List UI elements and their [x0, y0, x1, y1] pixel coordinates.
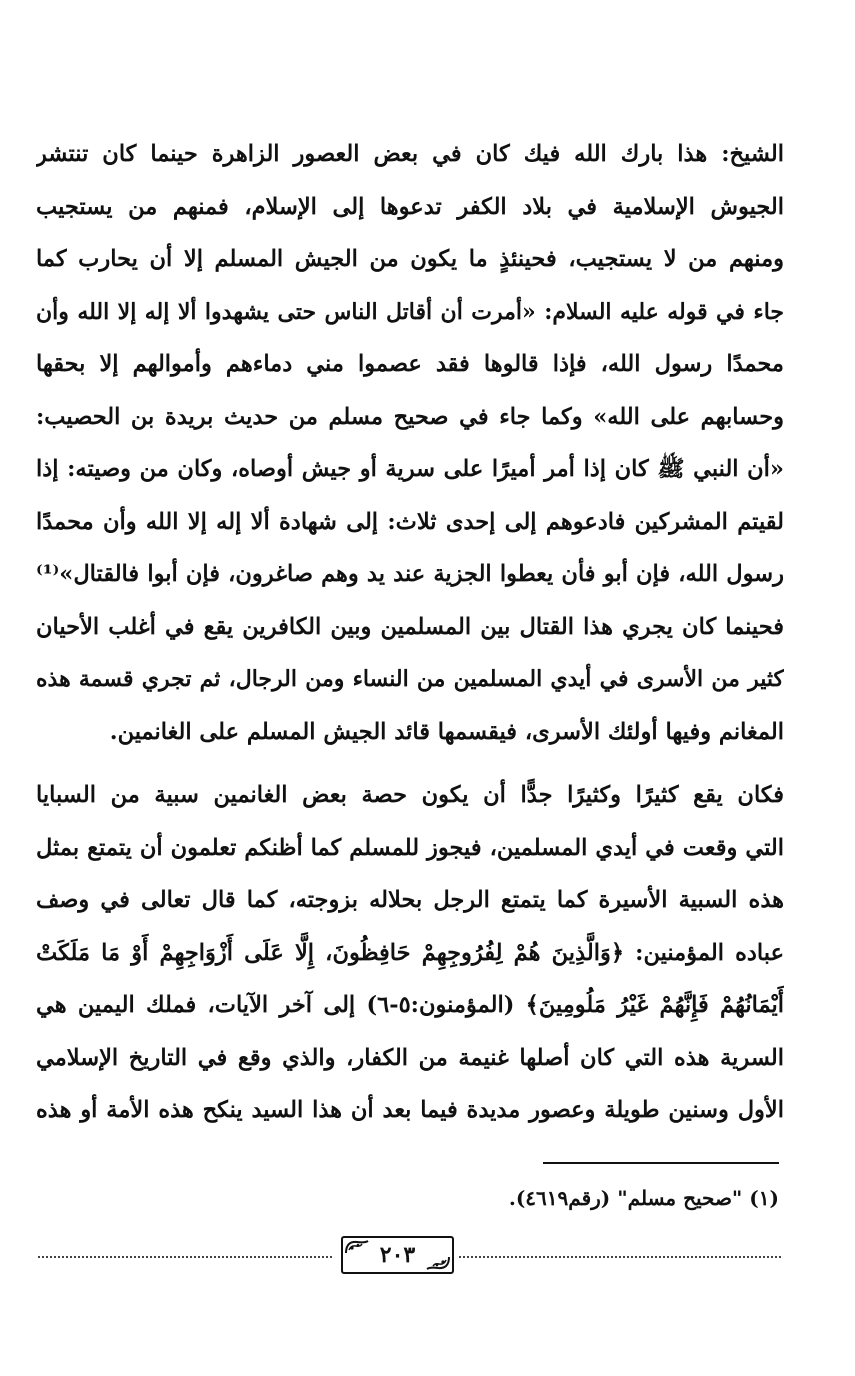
text-line: أَيْمَانُهُمْ فَإِنَّهُمْ غَيْرُ مَلُومِينَ﴾ (المؤمنون:٥-٦) إلى آخر الآيات، فملك اليمين هي [36, 992, 784, 1018]
text-line: الشيخ: هذا بارك الله فيك كان في بعض العصور الزاهرة حينما كان تنتشر [36, 141, 784, 167]
paragraph-2 [36, 769, 784, 1137]
text-line: الأول وسنين طويلة وعصور مديدة فيما بعد أن هذا السيد ينكح هذه الأمة أو هذه [36, 1097, 784, 1123]
text-line: الجيوش الإسلامية في بلاد الكفر تدعوها إلى الإسلام، فمنهم من يستجيب [36, 193, 784, 220]
main-text [36, 128, 784, 1137]
page-number: ٢٠٣ [379, 1242, 416, 1268]
text-line: رسول الله، فإن أبو فأن يعطوا الجزية عند يد وهم صاغرون، فإن أبوا فالقتال»⁽¹⁾ [36, 561, 784, 587]
text-line: «أن النبي ﷺ كان إذا أمر أميرًا على سرية أو جيش أوصاه، وكان من وصيته: إذا [36, 456, 784, 482]
ornament-icon [426, 1256, 450, 1270]
text-line: جاء في قوله عليه السلام: «أمرت أن أقاتل الناس حتى يشهدوا ألا إله إلا الله وأن [36, 298, 784, 325]
text-line: وحسابهم على الله» وكما جاء في صحيح مسلم من حديث بريدة بن الحصيب: [36, 403, 784, 430]
footnote-divider [543, 1162, 779, 1164]
text-line: عباده المؤمنين: ﴿وَالَّذِينَ هُمْ لِفُرُوجِهِمْ حَافِظُونَ، إِلَّا عَلَى أَزْوَاجِهِمْ أَوْ مَا مَلَكَتْ [36, 939, 784, 966]
footer-dotted-rule-left [38, 1256, 332, 1258]
page-number-frame [341, 1236, 454, 1274]
text-line: فكان يقع كثيرًا وكثيرًا جدًّا أن يكون حصة بعض الغانمين سبية من السبايا [36, 782, 784, 808]
text-line: محمدًا رسول الله، فإذا قالوها فقد عصموا مني دماءهم وأموالهم إلا بحقها [36, 351, 784, 377]
footer-dotted-rule-right [459, 1256, 781, 1258]
text-line: كثير من الأسرى في أيدي المسلمين من النساء ومن الرجال، ثم تجري قسمة هذه [36, 666, 784, 692]
paragraph-gap [36, 758, 784, 769]
text-line: ومنهم من لا يستجيب، فحينئذٍ ما يكون من الجيش المسلم إلا أن يحارب كما [36, 246, 784, 272]
text-line: التي وقعت في أيدي المسلمين، فيجوز للمسلم كما أظنكم تعلمون أن يتمتع بمثل [36, 834, 784, 861]
text-line: لقيتم المشركين فادعوهم إلى إحدى ثلاث: إلى شهادة ألا إله إلا الله وأن محمدًا [36, 508, 784, 535]
text-line: هذه السبية الأسيرة كما يتمتع الرجل بحلاله بزوجته، كما قال تعالى في وصف [36, 887, 784, 913]
text-line: المغانم وفيها أولئك الأسرى، فيقسمها قائد الجيش المسلم على الغانمين. [109, 718, 784, 745]
text-line: السرية هذه التي كان أصلها غنيمة من الكفار، والذي وقع في التاريخ الإسلامي [36, 1044, 784, 1071]
footnote: (١) "صحيح مسلم" (رقم٤٦١٩). [508, 1186, 779, 1210]
text-line: فحينما كان يجري هذا القتال بين المسلمين وبين الكافرين يقع في أغلب الأحيان [36, 613, 784, 640]
paragraph-1 [36, 128, 784, 758]
